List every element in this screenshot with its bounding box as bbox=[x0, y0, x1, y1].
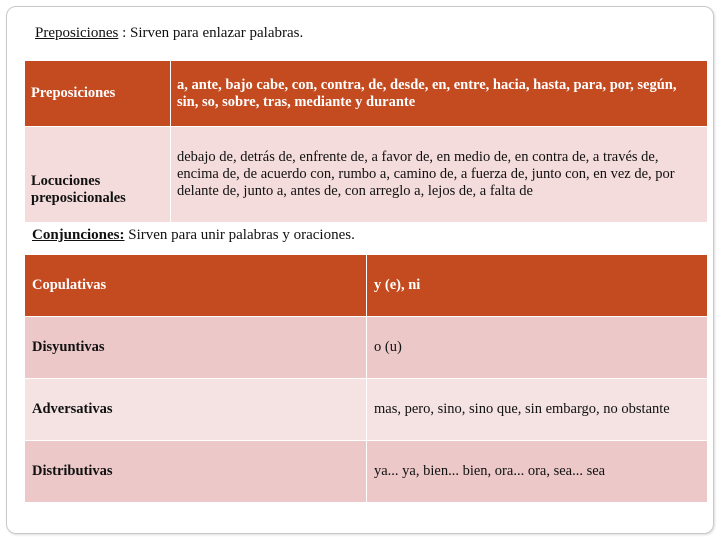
conjunctions-subtitle: Sirven para unir palabras y oraciones. bbox=[124, 227, 355, 243]
prepositions-table bbox=[24, 60, 708, 223]
prepositions-title: Preposiciones bbox=[35, 25, 119, 41]
row-label: Preposiciones bbox=[25, 61, 171, 127]
row-text: o (u) bbox=[367, 317, 708, 379]
row-text: debajo de, detrás de, enfrente de, a favor de, en medio de, en contra de, a través de, encima de, de acuerdo con, rumbo a, camino de, a fuerza de, junto con, en vez de, por delante de, junto a, antes de, con arreglo a, lejos de, a falta de bbox=[171, 127, 708, 223]
table-row bbox=[25, 441, 708, 503]
conjunctions-title: Conjunciones: bbox=[32, 227, 125, 243]
row-text: a, ante, bajo cabe, con, contra, de, desde, en, entre, hacia, hasta, para, por, según, sin, so, sobre, tras, mediante y durante bbox=[171, 61, 708, 127]
row-text: ya... ya, bien... bien, ora... ora, sea... sea bbox=[367, 441, 708, 503]
prepositions-subtitle: : Sirven para enlazar palabras. bbox=[118, 25, 304, 41]
prepositions-heading bbox=[35, 24, 303, 42]
table-row bbox=[25, 317, 708, 379]
row-label: Adversativas bbox=[25, 379, 367, 441]
row-text: mas, pero, sino, sino que, sin embargo, no obstante bbox=[367, 379, 708, 441]
row-label: Locuciones preposicionales bbox=[25, 127, 171, 223]
table-row bbox=[25, 255, 708, 317]
row-label: Copulativas bbox=[25, 255, 367, 317]
table-row bbox=[25, 127, 708, 223]
table-row bbox=[25, 61, 708, 127]
table-row bbox=[25, 379, 708, 441]
conjunctions-heading bbox=[32, 226, 355, 244]
row-label: Distributivas bbox=[25, 441, 367, 503]
conjunctions-table bbox=[24, 254, 708, 503]
row-label: Disyuntivas bbox=[25, 317, 367, 379]
row-text: y (e), ni bbox=[367, 255, 708, 317]
